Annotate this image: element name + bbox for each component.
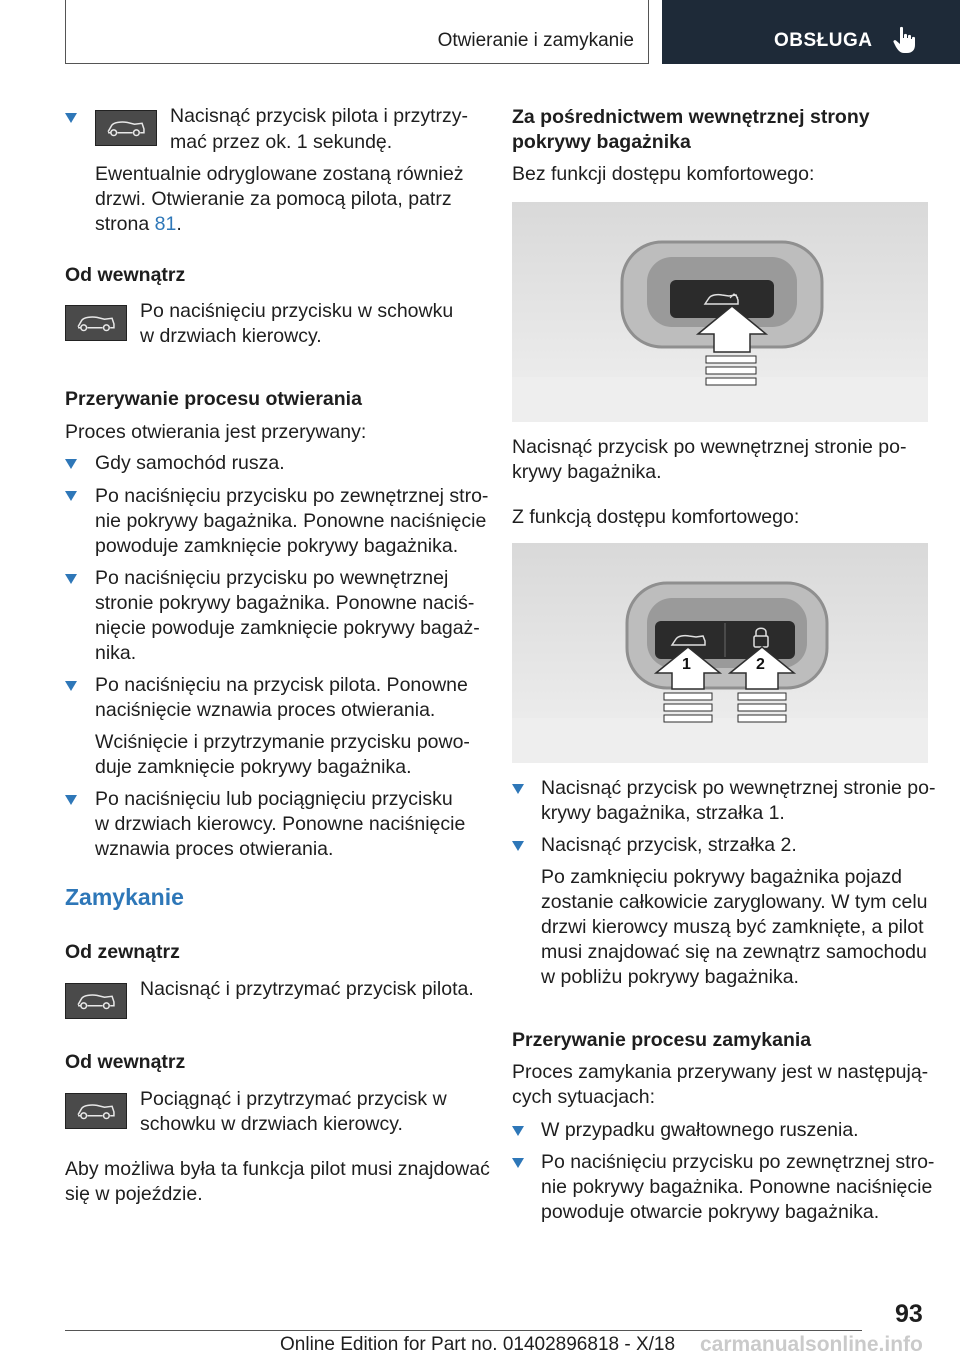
bullet1-note-line2: drzwi. Otwieranie za pomocą pilota, patrz [95, 188, 452, 210]
bullet1-note-line3-pre: strona [95, 213, 155, 235]
header-section-box [65, 0, 649, 64]
interrupt-item-4-line2: naciśnięcie wznawia proces otwierania. [95, 699, 436, 721]
bullet-triangle-icon [65, 574, 77, 584]
interrupt-item-2-line1: Po naciśnięciu przycisku po zewnętrznej stro- [95, 485, 489, 507]
inside2-heading: Od wewnątrz [65, 1051, 186, 1073]
right-heading-line1: Za pośrednictwem wewnętrznej strony [512, 106, 870, 128]
interrupt-item-3-line1: Po naciśnięciu przycisku po wewnętrznej [95, 567, 449, 589]
door-tailgate-button-icon [65, 1093, 127, 1129]
right-heading-line2: pokrywy bagażnika [512, 131, 691, 153]
interrupt-item-5-line2: w drzwiach kierowcy. Ponowne naciśnięcie [95, 813, 466, 835]
right-item-2: Nacisnąć przycisk, strzałka 2. [541, 834, 797, 856]
closing-interrupt-item-2-line1: Po naciśnięciu przycisku po zewnętrznej stro- [541, 1151, 935, 1173]
no-comfort-label: Bez funkcji dostępu komfortowego: [512, 163, 815, 185]
interrupt-closing-intro-line2: cych sytuacjach: [512, 1086, 656, 1108]
inside2-line2: schowku w drzwiach kierowcy. [140, 1113, 403, 1135]
bullet-triangle-icon [512, 841, 524, 851]
footer-watermark: carmanualsonline.info [700, 1333, 923, 1356]
closing-interrupt-item-2-line3: powoduje otwarcie pokrywy bagażnika. [541, 1201, 880, 1223]
bullet-triangle-icon [65, 491, 77, 501]
remote-tailgate-button-icon [95, 110, 157, 146]
interrupt-opening-heading: Przerywanie procesu otwierania [65, 388, 362, 410]
item2-note-line3: drzwi kierowcy muszą być zamknięte, a pilot [541, 916, 924, 938]
hold-note-line2: duje zamknięcie pokrywy bagażnika. [95, 756, 412, 778]
bullet-triangle-icon [512, 784, 524, 794]
bullet-triangle-icon [65, 459, 77, 469]
tailgate-button-photo-2 [512, 543, 928, 763]
item2-note-line4: musi znajdować się na zewnątrz samochodu [541, 941, 927, 963]
interrupt-opening-intro: Proces otwierania jest przerywany: [65, 421, 367, 443]
bullet-triangle-icon [512, 1158, 524, 1168]
bullet1-note-line3 [95, 212, 182, 237]
interrupt-closing-intro-line1: Proces zamykania przerywany jest w następują- [512, 1061, 929, 1083]
footer-edition: Online Edition for Part no. 01402896818 - X/18 [280, 1334, 676, 1355]
outside-text: Nacisnąć i przytrzymać przycisk pilota. [140, 978, 474, 1000]
bullet-triangle-icon [65, 795, 77, 805]
remote-tailgate-button-icon [65, 983, 127, 1019]
hold-note-line1: Wciśnięcie i przytrzymanie przycisku powo- [95, 731, 470, 753]
interrupt-item-5-line1: Po naciśnięciu lub pociągnięciu przycisku [95, 788, 453, 810]
right-item-1-line1: Nacisnąć przycisk po wewnętrznej stronie po- [541, 777, 936, 799]
tailgate-button-photo-1 [512, 202, 928, 422]
interrupt-item-3-line3: nięcie powoduje zamknięcie pokrywy bagaż- [95, 617, 480, 639]
header-chapter-box [662, 0, 960, 64]
interrupt-item-3-line2: stronie pokrywy bagażnika. Ponowne naciś- [95, 592, 475, 614]
outside-heading: Od zewnątrz [65, 941, 180, 963]
page-ref-link[interactable]: 81 [154, 213, 177, 235]
inside-heading: Od wewnątrz [65, 264, 186, 286]
final-line1: Aby możliwa była ta funkcja pilot musi znajdować [65, 1158, 490, 1180]
final-line2: się w pojeździe. [65, 1183, 203, 1205]
bullet1-note-line1: Ewentualnie odryglowane zostaną również [95, 163, 464, 185]
closing-interrupt-item-1: W przypadku gwałtownego ruszenia. [541, 1119, 859, 1141]
interrupt-item-5-line3: wznawia proces otwierania. [95, 838, 334, 860]
photo1-caption-line1: Nacisnąć przycisk po wewnętrznej stronie po- [512, 436, 907, 458]
inside-line2: w drzwiach kierowcy. [140, 325, 322, 347]
bullet1-note-line3-post: . [176, 213, 182, 235]
header-chapter-title: OBSŁUGA [774, 30, 873, 51]
hand-pointer-icon [893, 26, 919, 54]
header-section-title: Otwieranie i zamykanie [437, 30, 634, 51]
item2-note-line1: Po zamknięciu pokrywy bagażnika pojazd [541, 866, 902, 888]
interrupt-closing-heading: Przerywanie procesu zamykania [512, 1029, 812, 1051]
bullet-triangle-icon [65, 113, 77, 123]
interrupt-item-3-line4: nika. [95, 642, 137, 664]
bullet-triangle-icon [512, 1126, 524, 1136]
closing-section-title: Zamykanie [65, 884, 184, 910]
item2-note-line5: w pobliżu pokrywy bagażnika. [541, 966, 799, 988]
with-comfort-label: Z funkcją dostępu komfortowego: [512, 506, 800, 528]
interrupt-item-4-line1: Po naciśnięciu na przycisk pilota. Ponowne [95, 674, 468, 696]
door-tailgate-button-icon [65, 305, 127, 341]
bullet-triangle-icon [65, 681, 77, 691]
arrow-1-label: 1 [682, 656, 691, 673]
arrow-2-label: 2 [756, 656, 765, 673]
bullet1-line1: Nacisnąć przycisk pilota i przytrzy- [170, 105, 468, 127]
page-number: 93 [895, 1300, 923, 1328]
footer-divider [65, 1330, 862, 1331]
closing-interrupt-item-2-line2: nie pokrywy bagażnika. Ponowne naciśnięcie [541, 1176, 933, 1198]
interrupt-item-2-line3: powoduje zamknięcie pokrywy bagażnika. [95, 535, 459, 557]
item2-note-line2: zostanie całkowicie zaryglowany. W tym celu [541, 891, 928, 913]
inside-line1: Po naciśnięciu przycisku w schowku [140, 300, 454, 322]
photo1-caption-line2: krywy bagażnika. [512, 461, 662, 483]
interrupt-item-2-line2: nie pokrywy bagażnika. Ponowne naciśnięcie [95, 510, 487, 532]
inside2-line1: Pociągnąć i przytrzymać przycisk w [140, 1088, 447, 1110]
right-item-1-line2: krywy bagażnika, strzałka 1. [541, 802, 785, 824]
bullet1-line2: mać przez ok. 1 sekundę. [170, 131, 393, 153]
interrupt-item-1: Gdy samochód rusza. [95, 452, 285, 474]
